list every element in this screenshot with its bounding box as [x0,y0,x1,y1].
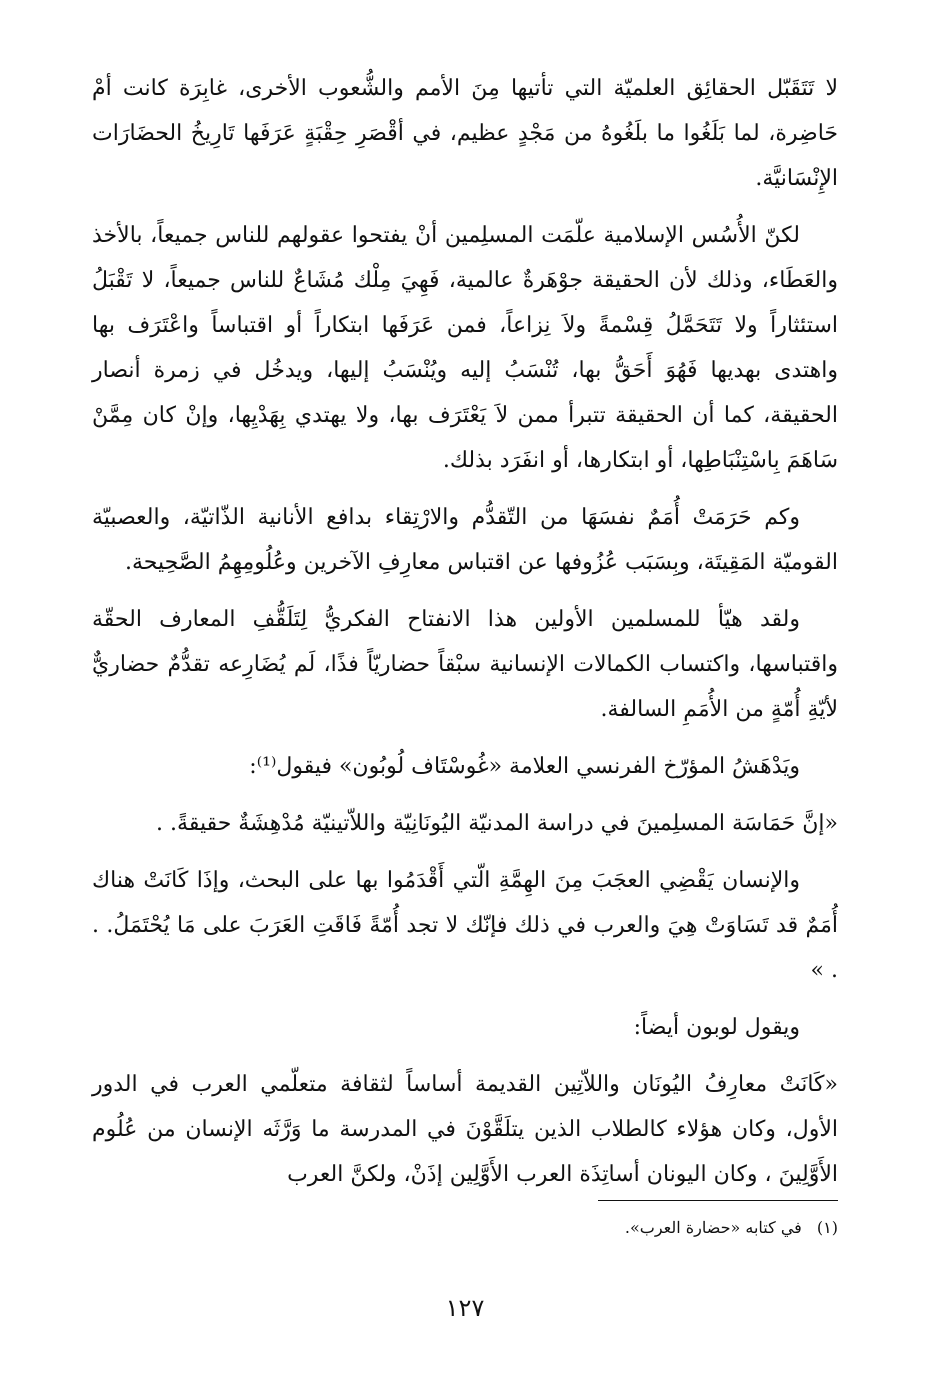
paragraph-4: ولقد هيّأ للمسلمين الأولين هذا الانفتاح الفكريُّ لِتَلَقُّفِ المعارف الحقّة واقتباسها، واكتساب الكمالات الإنسانية سبْقاً حضاريّاً فذًا، لَم يُضَارِعه تقدُّمٌ حضاريٌّ لأيّةِ أُمّةٍ من الأُمَمِ السالفة. [92,607,838,722]
paragraph-6: ويقول لوبون أيضاً: [633,1015,800,1040]
page-body [92,66,838,1197]
paragraph-1: لا تَتَقَبّل الحقائِق العلميّة التي تأتيها مِنَ الأمم والشُّعوب الأخرى، غابِرَة كانت أمْ حَاضِرة، لما بَلَغُوا ما بلَغُوهُ من مَجْدٍ عظيم، في أقْصَرِ حِقْبَةٍ عَرَفَها تَارِيخُ الحضَارَات الإِنْسَانيَّة. [92,76,838,191]
paragraph-2: لكنّ الأُسُس الإسلامية علّمَت المسلِمين أنْ يفتحوا عقولهم للناس جميعاً، بالأخذ والعَطَاء، وذلك لأن الحقيقة جوْهَرةٌ عالمية، فَهِيَ مِلْك مُشَاعٌ للناس جميعاً، لا تَقْبَلُ استئثاراً ولا تَتَحَمَّلُ قِسْمةً ولاَ نِزاعاً، فمن عَرَفَها ابتكاراً أو اقتباساً واعْتَرَف بها واهتدى بهديها فَهُوَ أَحَقُّ بها، تُنْسَبُ إليه ويُنْسَبُ إليها، ويدخُل في زمرة أنصار الحقيقة، كما أن الحقيقة تتبرأ ممن لاَ يَعْتَرَف بها، ولا يهتدي بِهَدْيِها، وإنْ كان مِمَّنْ سَاهَمَ بِاسْتِنْبَاطِها، أو ابتكارها، أو انفَرَد بذلك. [92,223,838,473]
footnote-text: في كتابه «حضارة العرب». [624,1218,802,1237]
page-number: ١٢٧ [445,1294,485,1322]
quote-1: «إنَّ حَمَاسَة المسلِمينَ في دراسة المدنيّة اليُونَانِيّة واللاّتينيّة مُدْهِشَةٌ حقيقةً. . [156,811,838,836]
paragraph-5: ويَدْهَشُ المؤرّخ الفرنسي العلامة «غُوسْتَاف لُوبُون» فيقول⁽¹⁾: [249,754,800,779]
paragraph-3: وكم حَرَمَتْ أُمَمٌ نفسَهَا من التّقدُّم والارْتِقاء بدافع الأنانية الذّاتيّة، والعصبيّة القوميّة المَقِيتَة، وبِسَبَب عُزُوفها عن اقتباس معارِفِ الآخرين وعُلُومِهِمُ الصَّحِيحة. [92,505,838,575]
footnotes [92,1214,838,1242]
footnote-marker: (١) [816,1218,838,1237]
footnote-separator [598,1200,838,1201]
quote-3: «كَانَتْ معارِفُ اليُونَان واللاّتِين القديمة أساساً لثقافة متعلّمي العرب في الدور الأول، وكان هؤلاء كالطلاب الذين يتلَقَّوْنَ في المدرسة ما وَرَّثَه الإنسان من عُلُوم الأَوَّلِينَ ، وكان اليونان أساتِذَة العرب الأَوَّلِين إذَنْ، ولكنَّ العرب [92,1072,838,1187]
quote-2: والإنسان يَقْضِي العجَبَ مِنَ الهِمَّةِ الّتي أَقْدَمُوا بها على البحث، وإذَا كَانَتْ هناك أُمَمٌ قد تَسَاوَتْ هِيَ والعرب في ذلك فإنّك لا تجد أُمّةً فَاقَتِ العَرَبَ على مَا يُحْتَمَلُ. . . » [92,868,838,983]
book-page [92,66,838,1356]
